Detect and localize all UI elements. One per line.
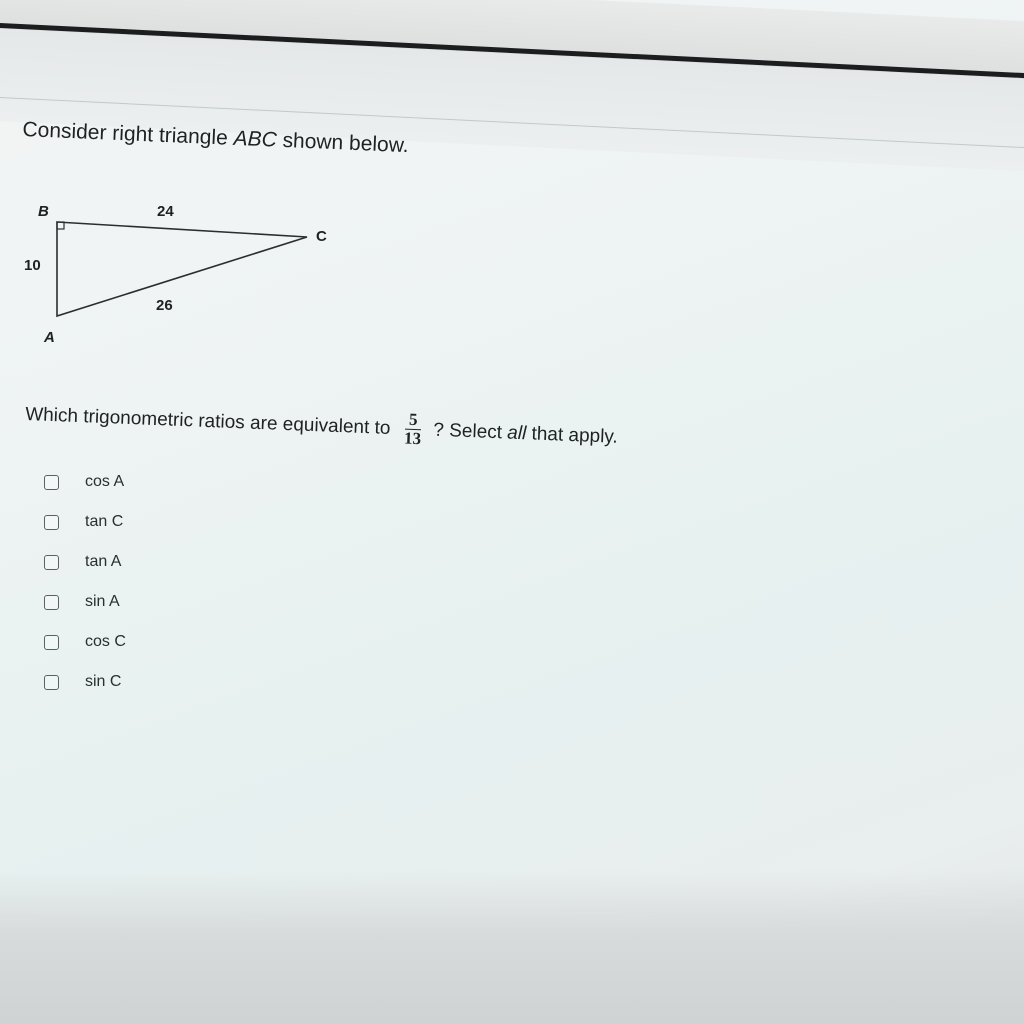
title-triangle: ABC <box>233 126 278 152</box>
option-label: cos A <box>85 473 125 490</box>
fraction <box>400 410 426 448</box>
bottom-shade <box>0 870 1024 1024</box>
vertex-c-label: C <box>316 228 327 245</box>
prompt-emphasis: all <box>506 422 527 444</box>
option-sin-a[interactable] <box>44 582 126 622</box>
option-tan-a[interactable] <box>44 542 126 582</box>
option-label: sin C <box>85 673 122 690</box>
option-tan-c[interactable] <box>44 502 126 542</box>
side-bc-label: 24 <box>157 203 174 220</box>
answer-options <box>44 462 126 702</box>
side-ab-label: 10 <box>24 257 41 274</box>
option-label: sin A <box>85 593 120 610</box>
side-ac-label: 26 <box>156 297 173 314</box>
prompt-text-after-1: ? Select <box>432 419 508 443</box>
option-label: cos C <box>85 633 126 650</box>
vertex-a-label: A <box>44 329 55 346</box>
option-cos-a[interactable] <box>44 462 126 502</box>
vertex-b-label: B <box>38 203 49 220</box>
checkbox[interactable] <box>44 515 59 530</box>
checkbox[interactable] <box>44 475 59 490</box>
prompt-text-after-2: that apply. <box>525 422 619 448</box>
option-sin-c[interactable] <box>44 662 126 702</box>
fraction-denominator: 13 <box>403 428 422 449</box>
checkbox[interactable] <box>44 635 59 650</box>
fraction-numerator: 5 <box>405 411 422 431</box>
checkbox[interactable] <box>44 675 59 690</box>
checkbox[interactable] <box>44 555 59 570</box>
title-prefix: Consider right triangle <box>22 118 235 150</box>
triangle-shape <box>57 222 307 316</box>
option-label: tan A <box>85 553 122 570</box>
prompt-text-before: Which trigonometric ratios are equivalent to <box>24 403 391 439</box>
prompt-text-after <box>433 419 618 448</box>
option-label: tan C <box>85 513 124 530</box>
checkbox[interactable] <box>44 595 59 610</box>
option-cos-c[interactable] <box>44 622 126 662</box>
title-suffix: shown below. <box>276 128 410 158</box>
